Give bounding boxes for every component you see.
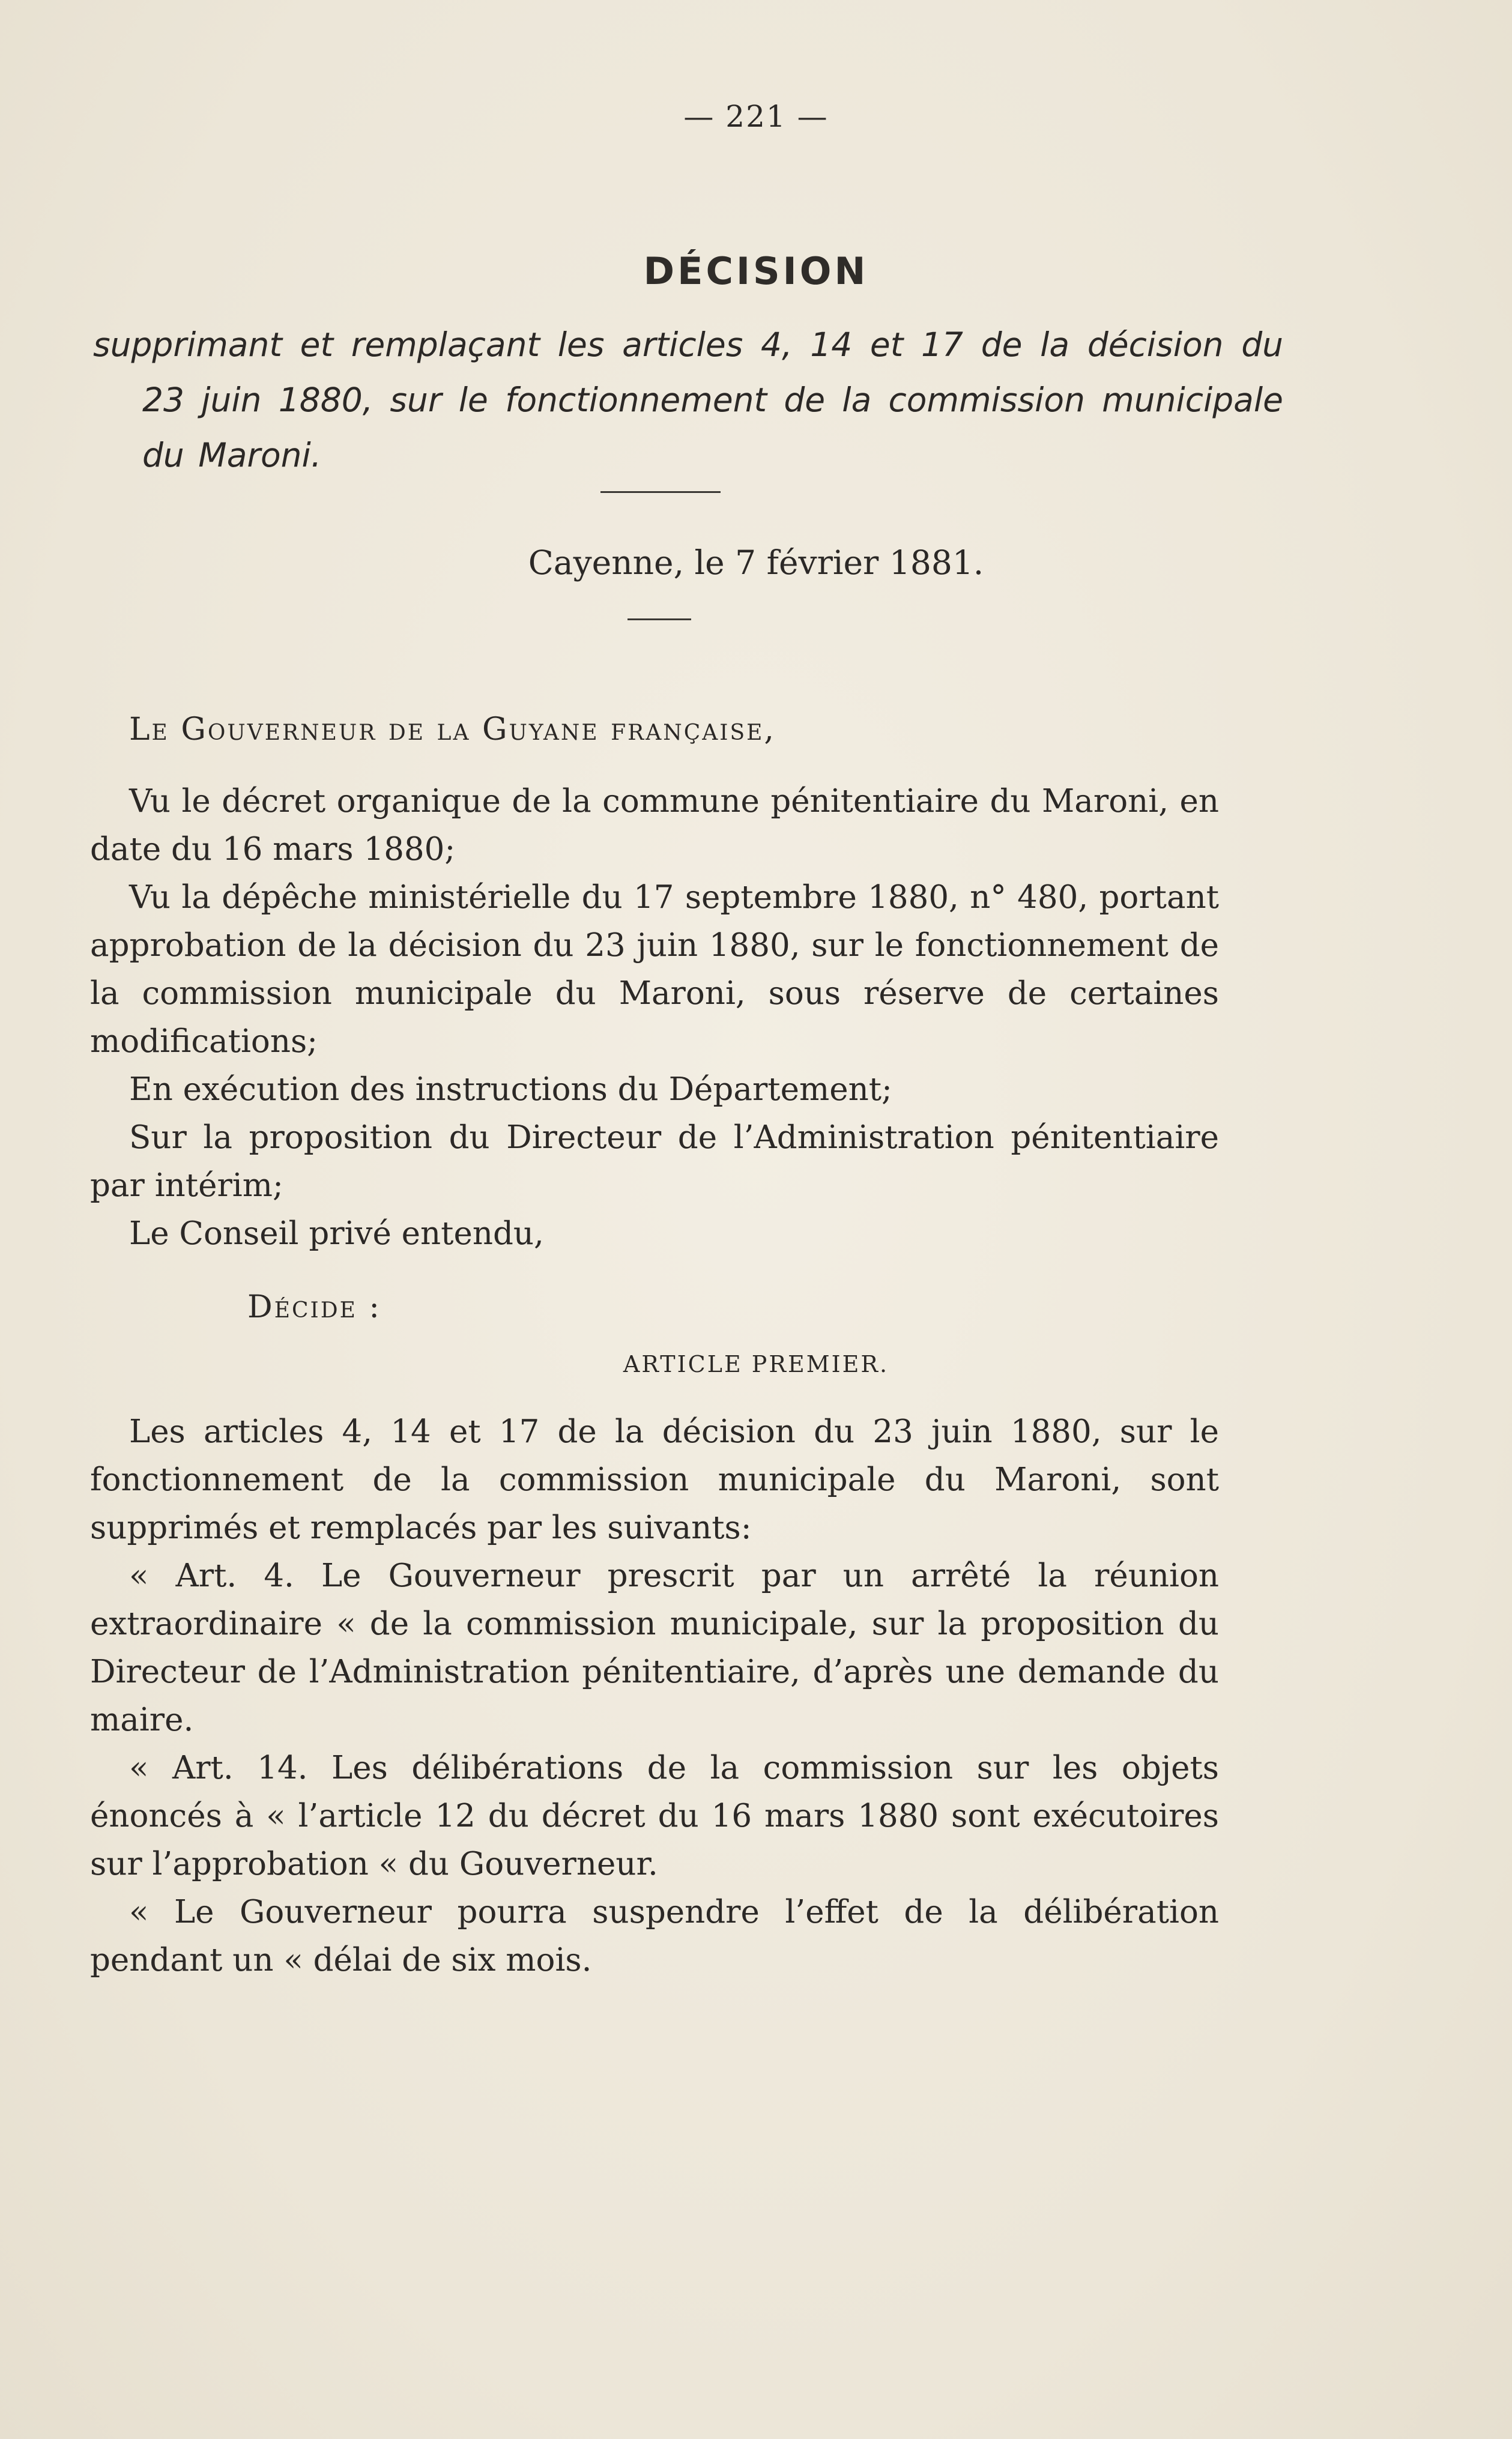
page-number: — 221 — bbox=[683, 99, 829, 134]
article-paragraph: « Art. 14. Les délibérations de la commission sur les objets énoncés à « l’article 12 du décret du 16 mars 1880 sont exécutoires sur l’approbation « du Gouverneur. bbox=[90, 1750, 1219, 1882]
issuing-authority: Le Gouverneur de la Guyane française, bbox=[129, 712, 776, 748]
article-paragraph: « Le Gouverneur pourra suspendre l’effet de la délibération pendant un « délai de six mois. bbox=[90, 1894, 1219, 1978]
article-heading: ARTICLE PREMIER. bbox=[623, 1351, 889, 1377]
document-title: DÉCISION bbox=[643, 249, 869, 293]
consideration-paragraph: Le Conseil privé entendu, bbox=[129, 1215, 544, 1252]
article-paragraph: Les articles 4, 14 et 17 de la décision du 23 juin 1880, sur le fonctionnement de la commission municipale du Maroni, sont supprimés et remplacés par les suivants: bbox=[90, 1413, 1219, 1546]
decide-heading: Décide : bbox=[247, 1289, 381, 1325]
consideration-paragraph: Sur la proposition du Directeur de l’Administration pénitentiaire par intérim; bbox=[90, 1119, 1219, 1204]
dateline: Cayenne, le 7 février 1881. bbox=[528, 543, 984, 582]
consideration-paragraph: Vu le décret organique de la commune pénitentiaire du Maroni, en date du 16 mars 1880; bbox=[90, 783, 1219, 868]
separator-rule bbox=[600, 491, 721, 493]
article-paragraph: « Art. 4. Le Gouverneur prescrit par un arrêté la réunion extraordinaire « de la commission municipale, sur la proposition du Directeur de l’Administration pénitentiaire, d’après une demande du maire. bbox=[90, 1558, 1219, 1738]
document-subtitle: supprimant et remplaçant les articles 4, 14 et 17 de la décision du 23 juin 1880, sur le fonctionnement de la commission municipale du Maroni. bbox=[93, 325, 1283, 474]
considerations-block bbox=[90, 778, 1219, 1258]
consideration-paragraph: Vu la dépêche ministérielle du 17 septembre 1880, n° 480, portant approbation de la décision du 23 juin 1880, sur le fonctionnement de la commission municipale du Maroni, sous réserve de certaines modifications; bbox=[90, 879, 1219, 1060]
consideration-paragraph: En exécution des instructions du Département; bbox=[129, 1071, 892, 1108]
article-body bbox=[90, 1408, 1219, 1984]
separator-rule bbox=[627, 618, 691, 620]
